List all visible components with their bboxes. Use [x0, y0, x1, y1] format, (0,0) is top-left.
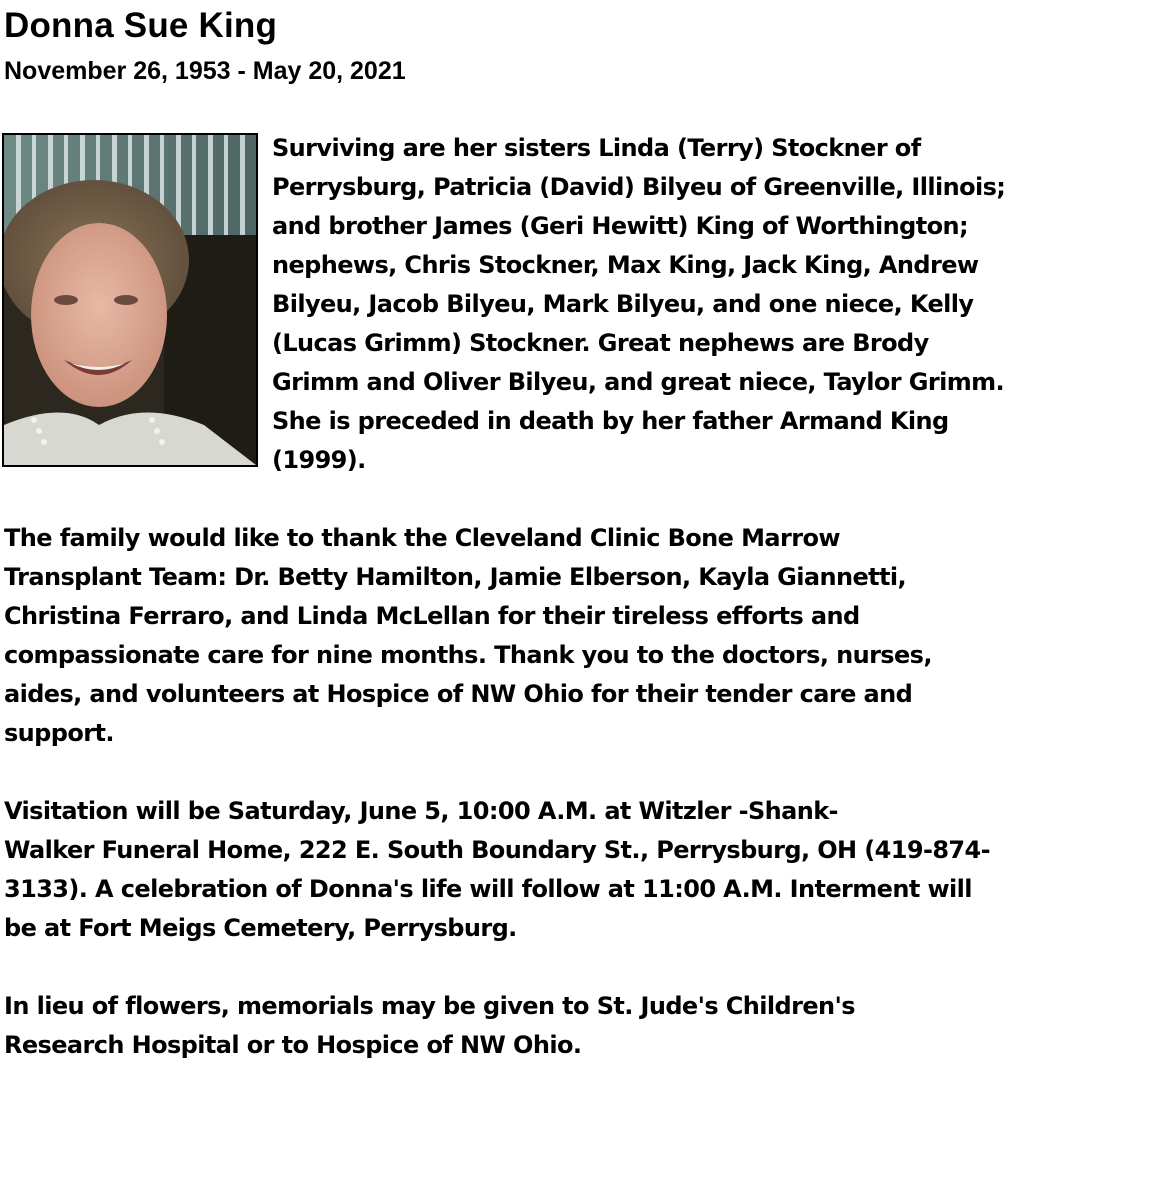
text-line: The family would like to thank the Cleveland Clinic Bone Marrow [4, 524, 840, 552]
text-line: compassionate care for nine months. Thank you to the doctors, nurses, [4, 641, 932, 669]
text-line: and brother James (Geri Hewitt) King of Worthington; [272, 212, 968, 240]
text-line: 3133). A celebration of Donna's life will follow at 11:00 A.M. Interment will [4, 875, 972, 903]
life-dates: November 26, 1953 - May 20, 2021 [4, 57, 406, 85]
text-line: Visitation will be Saturday, June 5, 10:00 A.M. at Witzler -Shank- [4, 797, 838, 825]
text-line: (1999). [272, 446, 366, 474]
portrait-photo [2, 133, 258, 467]
text-line: nephews, Chris Stockner, Max King, Jack King, Andrew [272, 251, 979, 279]
text-line: Grimm and Oliver Bilyeu, and great niece, Taylor Grimm. [272, 368, 1005, 396]
text-line: be at Fort Meigs Cemetery, Perrysburg. [4, 914, 517, 942]
obituary-name: Donna Sue King [4, 6, 278, 45]
text-line: She is preceded in death by her father Armand King [272, 407, 949, 435]
text-line: aides, and volunteers at Hospice of NW Ohio for their tender care and [4, 680, 913, 708]
text-line: (Lucas Grimm) Stockner. Great nephews are Brody [272, 329, 929, 357]
thanks-paragraph [4, 519, 932, 753]
text-line: Christina Ferraro, and Linda McLellan for their tireless efforts and [4, 602, 860, 630]
portrait-image [4, 135, 256, 465]
text-line: Bilyeu, Jacob Bilyeu, Mark Bilyeu, and one niece, Kelly [272, 290, 974, 318]
text-line: support. [4, 719, 114, 747]
text-line: Research Hospital or to Hospice of NW Ohio. [4, 1031, 582, 1059]
text-line: Transplant Team: Dr. Betty Hamilton, Jamie Elberson, Kayla Giannetti, [4, 563, 907, 591]
survivors-paragraph [272, 129, 1005, 480]
text-line: In lieu of flowers, memorials may be given to St. Jude's Children's [4, 992, 855, 1020]
text-line: Walker Funeral Home, 222 E. South Boundary St., Perrysburg, OH (419-874- [4, 836, 990, 864]
text-line: Surviving are her sisters Linda (Terry) Stockner of [272, 134, 921, 162]
memorials-paragraph [4, 987, 855, 1065]
visitation-paragraph [4, 792, 990, 948]
text-line: Perrysburg, Patricia (David) Bilyeu of Greenville, Illinois; [272, 173, 1006, 201]
